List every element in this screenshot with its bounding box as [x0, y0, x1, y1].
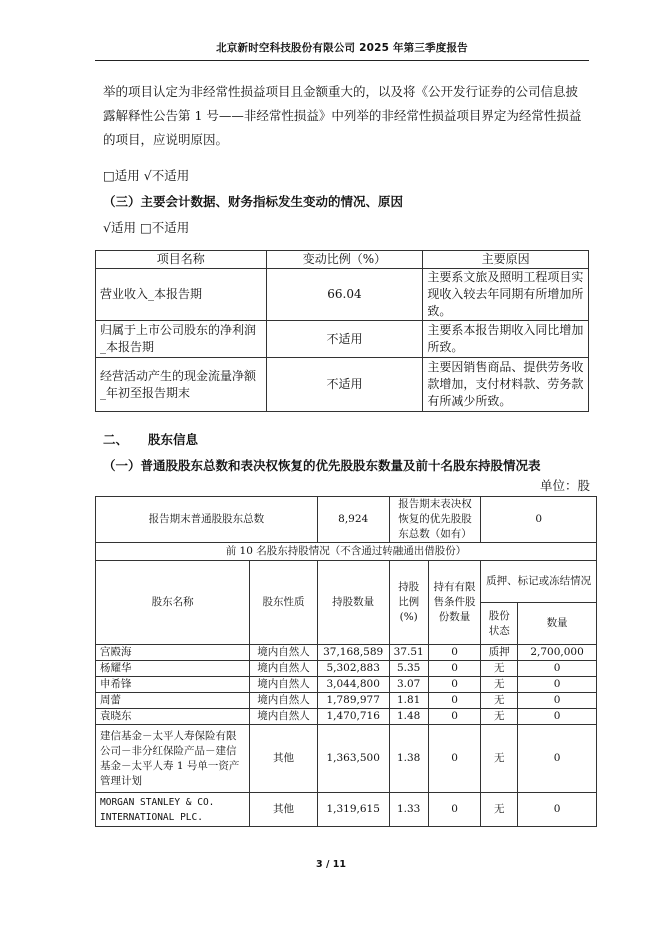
ratio-cell: 不适用: [266, 358, 423, 412]
total-holders-value: 8,924: [317, 497, 389, 543]
holder-restricted: 0: [428, 645, 481, 661]
item-cell: 营业收入_本报告期: [96, 269, 267, 321]
holder-shares: 1,319,615: [317, 793, 389, 827]
holder-restricted: 0: [428, 693, 481, 709]
holder-shares: 3,044,800: [317, 677, 389, 693]
holder-ratio: 1.38: [389, 725, 428, 793]
holder-status: 无: [481, 661, 518, 677]
reason-cell: 主要因销售商品、提供劳务收款增加，支付材料款、劳务款有所减少所致。: [423, 358, 589, 412]
ratio-cell: 不适用: [266, 321, 423, 358]
holder-status: 无: [481, 677, 518, 693]
holder-qty: 0: [518, 677, 597, 693]
holder-qty: 0: [518, 725, 597, 793]
holder-restricted: 0: [428, 661, 481, 677]
holder-shares: 1,789,977: [317, 693, 389, 709]
holder-qty: 0: [518, 661, 597, 677]
table-row: [96, 358, 589, 412]
report-header: 北京新时空科技股份有限公司 2025 年第三季度报告: [216, 42, 468, 54]
col-shares: 持股数量: [317, 561, 389, 645]
table-row: [96, 725, 597, 793]
header-ratio: 变动比例（%）: [266, 251, 423, 269]
holder-ratio: 3.07: [389, 677, 428, 693]
table-row: [96, 645, 597, 661]
item-cell: 经营活动产生的现金流量净额_年初至报告期末: [96, 358, 267, 412]
page-number: 3 / 11: [316, 859, 346, 870]
top10-caption-row: [96, 543, 597, 561]
change-table: [95, 250, 589, 412]
holder-ratio: 1.33: [389, 793, 428, 827]
applicability-applicable: √适用 □不适用: [103, 220, 190, 235]
holder-name: MORGAN STANLEY & CO. INTERNATIONAL PLC.: [96, 793, 250, 827]
intro-paragraph: 举的项目认定为非经常性损益项目且金额重大的，以及将《公开发行证券的公司信息披露解释性公告第 1 号——非经常性损益》中列举的非经常性损益项目界定为经常性损益的项目，应说明原因。: [103, 84, 582, 147]
holder-name: 袁晓东: [96, 709, 250, 725]
holder-status: 无: [481, 793, 518, 827]
holder-nature: 其他: [250, 725, 317, 793]
holder-ratio: 1.81: [389, 693, 428, 709]
holder-ratio: 1.48: [389, 709, 428, 725]
col-pledge: 质押、标记或冻结情况: [481, 561, 597, 603]
header-reason: 主要原因: [423, 251, 589, 269]
holder-qty: 2,700,000: [518, 645, 597, 661]
holder-qty: 0: [518, 793, 597, 827]
total-holders-label: 报告期末普通股股东总数: [96, 497, 318, 543]
holder-name: 周蕾: [96, 693, 250, 709]
col-share-status: 股份状态: [481, 603, 518, 645]
reason-cell: 主要系文旅及照明工程项目实现收入较去年同期有所增加所致。: [423, 269, 589, 321]
table-row: [96, 709, 597, 725]
col-restricted: 持有有限售条件股份数量: [428, 561, 481, 645]
header-divider: [95, 60, 589, 61]
holder-shares: 5,302,883: [317, 661, 389, 677]
shareholders-table: [95, 496, 597, 827]
column-header-row: [96, 561, 597, 603]
header-item: 项目名称: [96, 251, 267, 269]
holder-name: 申希锋: [96, 677, 250, 693]
applicability-not-applicable: □适用 √不适用: [103, 168, 190, 183]
unit-label: 单位：股: [539, 478, 590, 493]
holder-status: 无: [481, 693, 518, 709]
table-row: [96, 793, 597, 827]
holder-nature: 境内自然人: [250, 677, 317, 693]
holder-qty: 0: [518, 693, 597, 709]
col-ratio: 持股比例(%): [389, 561, 428, 645]
table-row: [96, 693, 597, 709]
holder-qty: 0: [518, 709, 597, 725]
holder-name: 建信基金－太平人寿保险有限公司－非分红保险产品－建信基金－太平人寿 1 号单一资产管理计划: [96, 725, 250, 793]
top10-caption: 前 10 名股东持股情况（不含通过转融通出借股份）: [96, 543, 597, 561]
holder-restricted: 0: [428, 793, 481, 827]
sub1-title: （一）普通股股东总数和表决权恢复的优先股股东数量及前十名股东持股情况表: [103, 458, 541, 473]
holder-name: 杨耀华: [96, 661, 250, 677]
holder-ratio: 37.51: [389, 645, 428, 661]
holder-nature: 境内自然人: [250, 645, 317, 661]
preferred-holders-value: 0: [481, 497, 597, 543]
col-shareholder-nature: 股东性质: [250, 561, 317, 645]
holder-nature: 境内自然人: [250, 693, 317, 709]
col-shareholder-name: 股东名称: [96, 561, 250, 645]
change-table-header: [96, 251, 589, 269]
holder-nature: 其他: [250, 793, 317, 827]
reason-cell: 主要系本报告期收入同比增加所致。: [423, 321, 589, 358]
table-row: [96, 661, 597, 677]
holder-nature: 境内自然人: [250, 661, 317, 677]
holder-status: 无: [481, 709, 518, 725]
holder-status: 无: [481, 725, 518, 793]
ratio-cell: 66.04: [266, 269, 423, 321]
holder-status: 质押: [481, 645, 518, 661]
holder-restricted: 0: [428, 725, 481, 793]
holder-ratio: 5.35: [389, 661, 428, 677]
table-row: [96, 269, 589, 321]
part2-number: 二、: [103, 432, 129, 447]
holder-restricted: 0: [428, 677, 481, 693]
col-pledge-qty: 数量: [518, 603, 597, 645]
holder-name: 宫殿海: [96, 645, 250, 661]
section3-title: （三）主要会计数据、财务指标发生变动的情况、原因: [103, 194, 404, 209]
preferred-holders-label: 报告期末表决权恢复的优先股股东总数（如有）: [389, 497, 481, 543]
holder-shares: 1,470,716: [317, 709, 389, 725]
table-row: [96, 677, 597, 693]
holder-nature: 境内自然人: [250, 709, 317, 725]
part2-title: 股东信息: [148, 432, 199, 447]
holder-restricted: 0: [428, 709, 481, 725]
summary-row: [96, 497, 597, 543]
table-row: [96, 321, 589, 358]
item-cell: 归属于上市公司股东的净利润_本报告期: [96, 321, 267, 358]
holder-shares: 1,363,500: [317, 725, 389, 793]
holder-shares: 37,168,589: [317, 645, 389, 661]
